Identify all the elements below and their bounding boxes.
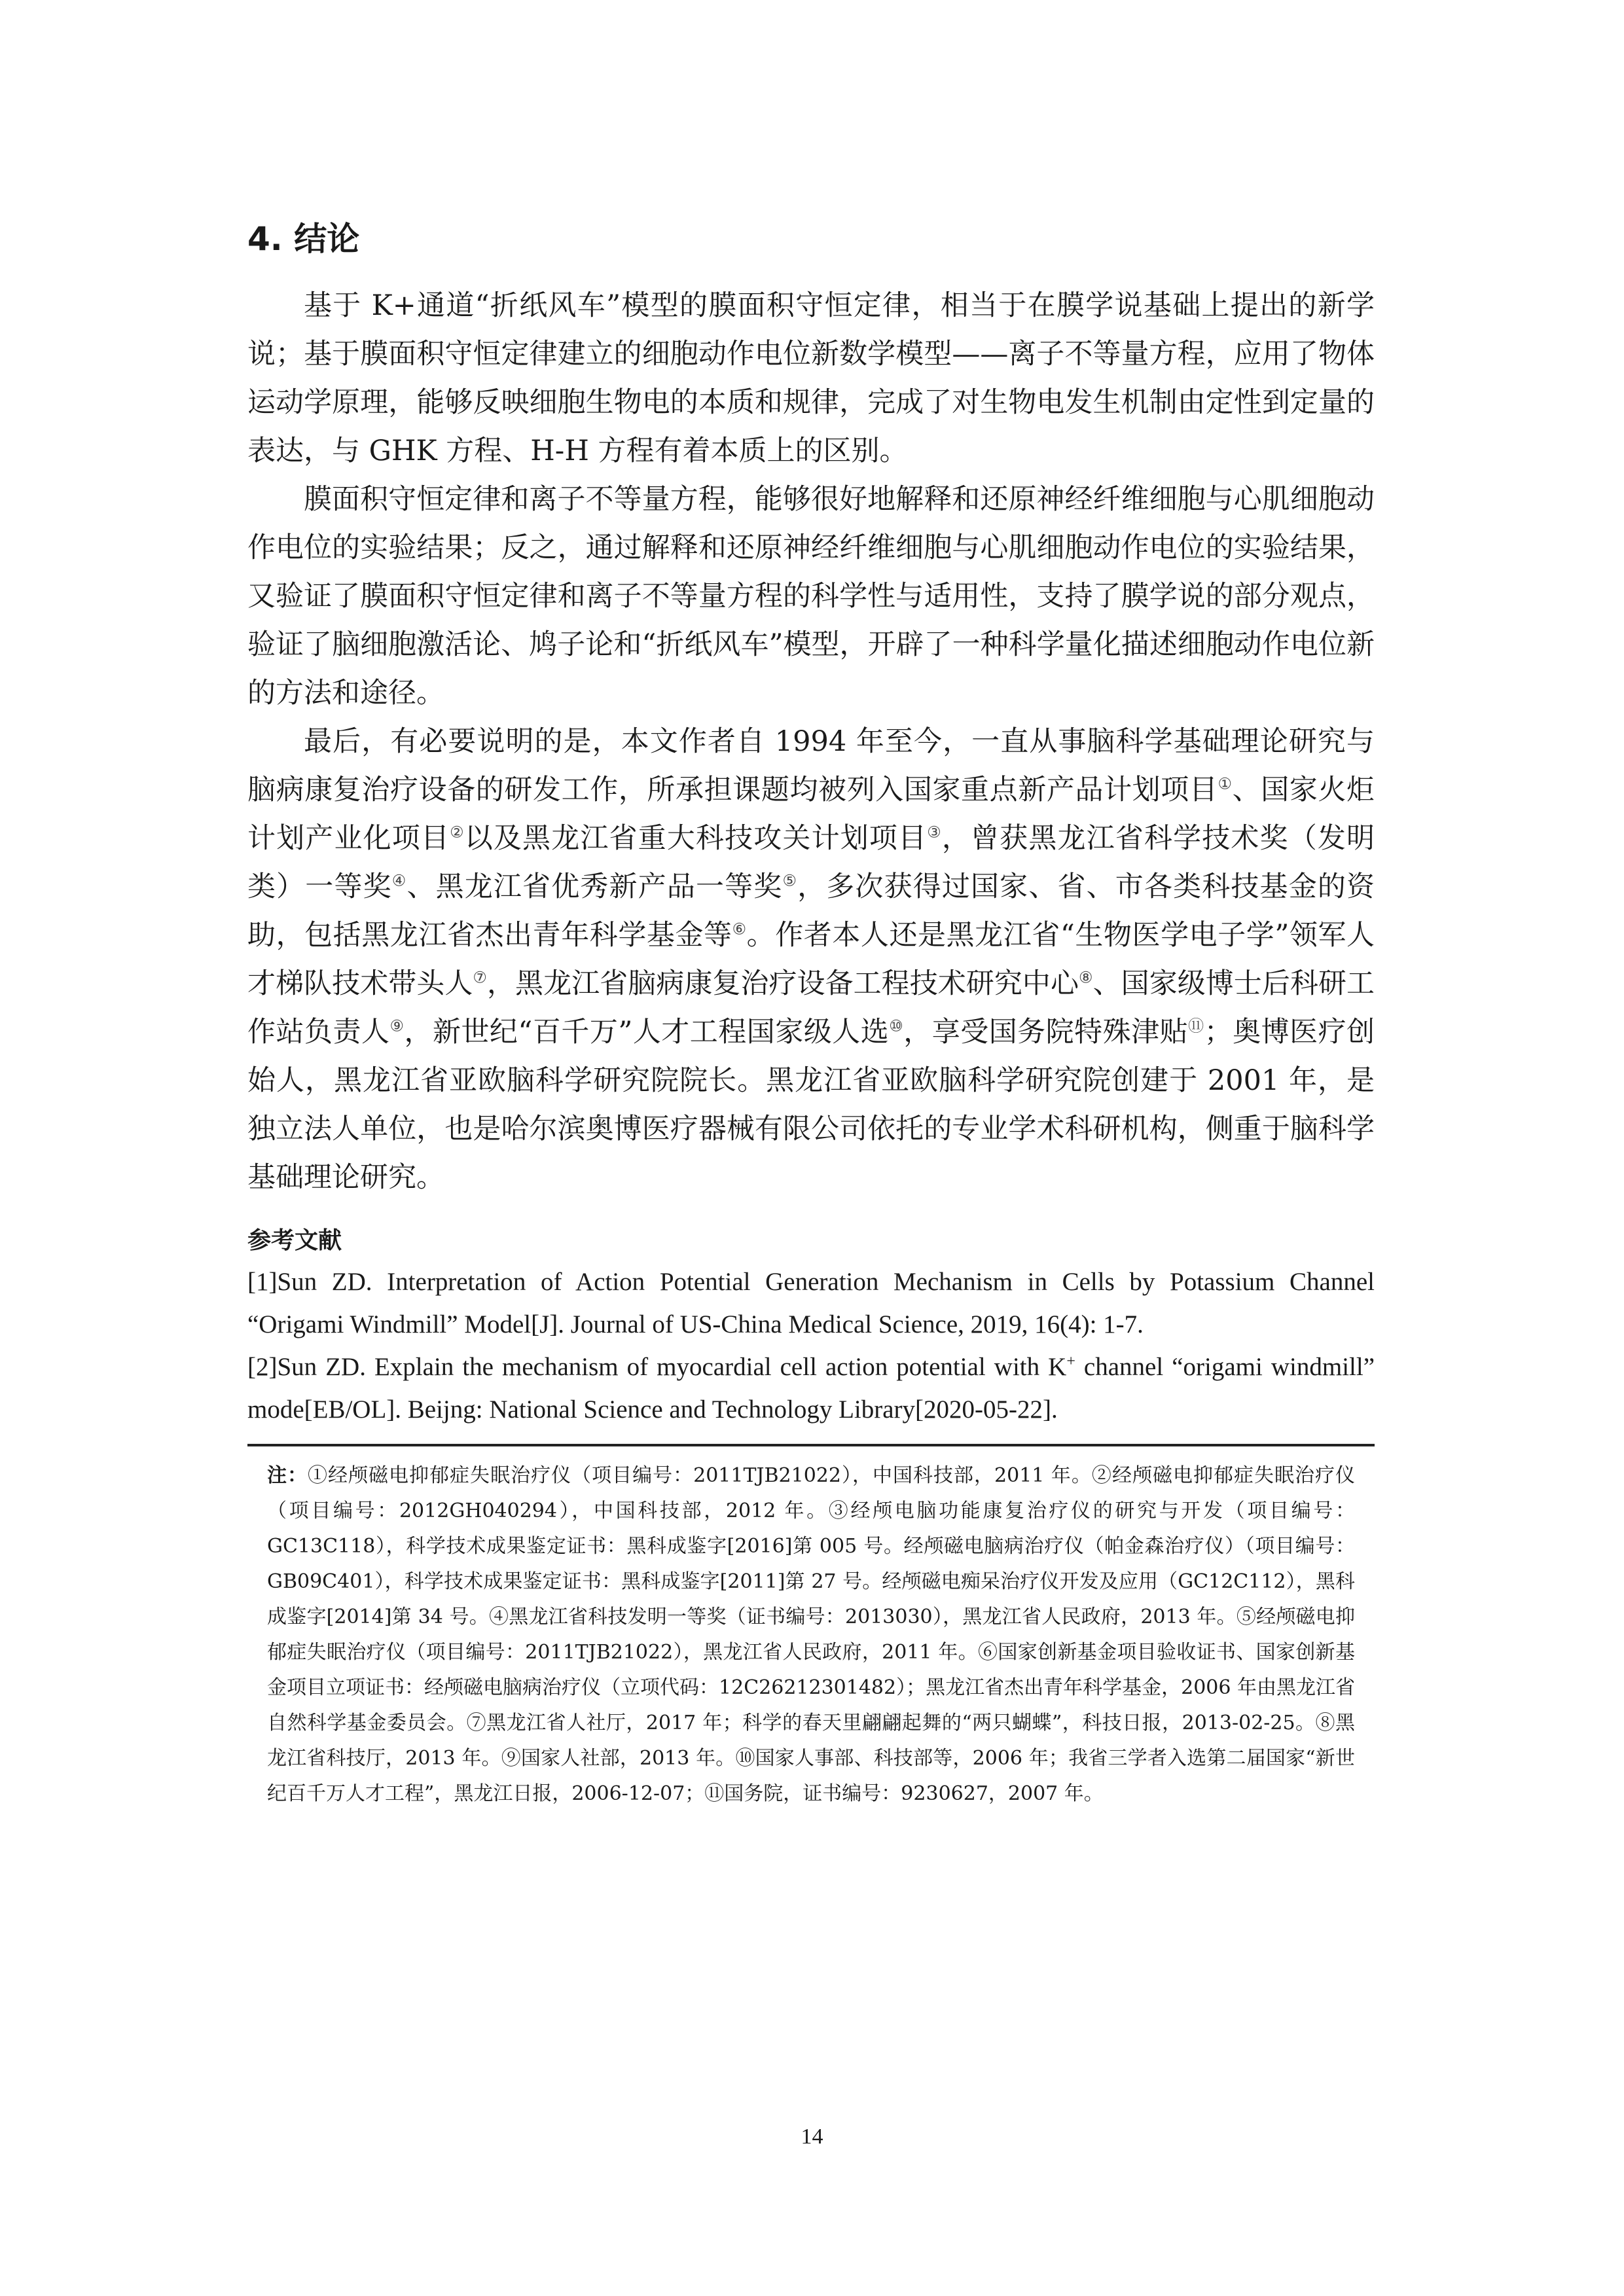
body-paragraph-superscript: ⑦ — [473, 968, 487, 987]
body-paragraph-superscript: ③ — [927, 823, 942, 842]
body-paragraph-text: 。作者本人还是黑龙江省“生物医学电子学”领军人才梯队技术带头人 — [247, 919, 1375, 1000]
body-text — [247, 281, 1375, 1202]
body-paragraph-superscript: ⑧ — [1079, 968, 1093, 987]
footnotes — [247, 1458, 1375, 1812]
body-paragraph — [247, 281, 1375, 475]
body-paragraph — [247, 475, 1375, 717]
page-number: 14 — [801, 2125, 823, 2149]
reference-text: [1]Sun ZD. Interpretation of Action Potential Generation Mechanism in Cells by Potassium Channel “Origami Windmill” Model[J]. Journal of US-China Medical Science, 2019, 16(4): 1-7. — [247, 1268, 1375, 1338]
body-paragraph-text: 、国家火炬计划产业化项目 — [247, 774, 1375, 855]
footnotes-label: 注： — [267, 1464, 308, 1487]
body-paragraph-text: ，曾获黑龙江省科学技术奖（发明类）一等奖 — [247, 822, 1375, 903]
body-paragraph-text: 、国家级博士后科研工作站负责人 — [247, 967, 1375, 1049]
body-paragraph — [247, 717, 1375, 1202]
reference-text: [2]Sun ZD. Explain the mechanism of myocardial cell action potential with K — [247, 1353, 1067, 1381]
body-paragraph-superscript: ⑤ — [782, 871, 798, 890]
body-paragraph-text: ，新世纪“百千万”人才工程国家级人选 — [404, 1016, 890, 1049]
reference-text: channel “origami windmill” mode[EB/OL]. Beijng: National Science and Technology Library[2020-05-22]. — [247, 1353, 1375, 1424]
body-paragraph-text: ，享受国务院特殊津贴 — [903, 1016, 1189, 1049]
references-title: 参考文献 — [247, 1227, 342, 1254]
references-section — [247, 1221, 1375, 1431]
body-paragraph-text: 基于 K+通道“折纸风车”模型的膜面积守恒定律，相当于在膜学说基础上提出的新学说；基于膜面积守恒定律建立的细胞动作电位新数学模型——离子不等量方程，应用了物体运动学原理，能够反映细胞生物电的本质和规律，完成了对生物电发生机制由定性到定量的表达，与 GHK 方程、H-H 方程有着本质上的区别。 — [247, 289, 1375, 467]
body-paragraph-superscript: ⑨ — [389, 1016, 405, 1035]
body-paragraph-text: ，黑龙江省脑病康复治疗设备工程技术研究中心 — [486, 967, 1079, 1000]
body-paragraph-superscript: ⑩ — [889, 1016, 904, 1035]
document-page — [247, 216, 1375, 1812]
body-paragraph-text: 以及黑龙江省重大科技攻关计划项目 — [464, 822, 928, 855]
body-paragraph-superscript: ⑥ — [732, 920, 747, 939]
body-paragraph-text: ，多次获得过国家、省、市各类科技基金的资助，包括黑龙江省杰出青年科学基金等 — [247, 870, 1375, 952]
footnotes-text: ①经颅磁电抑郁症失眠治疗仪（项目编号：2011TJB21022），中国科技部，2011 年。②经颅磁电抑郁症失眠治疗仪（项目编号：2012GH040294），中国科技部，2012 年。③经颅电脑功能康复治疗仪的研究与开发（项目编号：GC13C118），科学技术成果鉴定证书：黑科成鉴字[2016]第 005 号。经颅磁电脑病治疗仪（帕金森治疗仪）（项目编号：GB09C401），科学技术成果鉴定证书：黑科成鉴字[2011]第 27 号。经颅磁电痴呆治疗仪开发及应用（GC12C112），黑科成鉴字[2014]第 34 号。④黑龙江省科技发明一等奖（证书编号：2013030），黑龙江省人民政府，2013 年。⑤经颅磁电抑郁症失眠治疗仪（项目编号：2011TJB21022），黑龙江省人民政府，2011 年。⑥国家创新基金项目验收证书、国家创新基金项目立项证书：经颅磁电脑病治疗仪（立项代码：12C26212301482）；黑龙江省杰出青年科学基金，2006 年由黑龙江省自然科学基金委员会。⑦黑龙江省人社厅，2017 年；科学的春天里翩翩起舞的“两只蝴蝶”，科技日报，2013-02-25。⑧黑龙江省科技厅，2013 年。⑨国家人社部，2013 年。⑩国家人事部、科技部等，2006 年；我省三学者入选第二届国家“新世纪百千万人才工程”，黑龙江日报，2006-12-07；⑪国务院，证书编号：9230627，2007 年。 — [267, 1464, 1356, 1805]
body-paragraph-superscript: ② — [450, 823, 465, 842]
reference-item — [247, 1346, 1375, 1431]
reference-item — [247, 1261, 1375, 1346]
body-paragraph-superscript: ① — [1218, 774, 1233, 793]
footnote-divider — [247, 1444, 1375, 1446]
body-paragraph-superscript: ⑪ — [1188, 1016, 1204, 1035]
body-paragraph-text: ；奥博医疗创始人，黑龙江省亚欧脑科学研究院院长。黑龙江省亚欧脑科学研究院创建于 2001 年，是独立法人单位，也是哈尔滨奥博医疗器械有限公司依托的专业学术科研机构，侧重于脑科学基础理论研究。 — [247, 1016, 1375, 1194]
section-heading: 4. 结论 — [247, 220, 360, 258]
reference-superscript: + — [1066, 1353, 1075, 1370]
body-paragraph-text: 膜面积守恒定律和离子不等量方程，能够很好地解释和还原神经纤维细胞与心肌细胞动作电位的实验结果；反之，通过解释和还原神经纤维细胞与心肌细胞动作电位的实验结果，又验证了膜面积守恒定律和离子不等量方程的科学性与适用性，支持了膜学说的部分观点，验证了脑细胞激活论、鸠子论和“折纸风车”模型，开辟了一种科学量化描述细胞动作电位新的方法和途径。 — [247, 483, 1375, 709]
body-paragraph-superscript: ④ — [391, 871, 407, 890]
body-paragraph-text: 、黑龙江省优秀新产品一等奖 — [406, 870, 783, 903]
body-paragraph-text: 最后，有必要说明的是，本文作者自 1994 年至今，一直从事脑科学基础理论研究与脑病康复治疗设备的研发工作，所承担课题均被列入国家重点新产品计划项目 — [247, 725, 1375, 806]
